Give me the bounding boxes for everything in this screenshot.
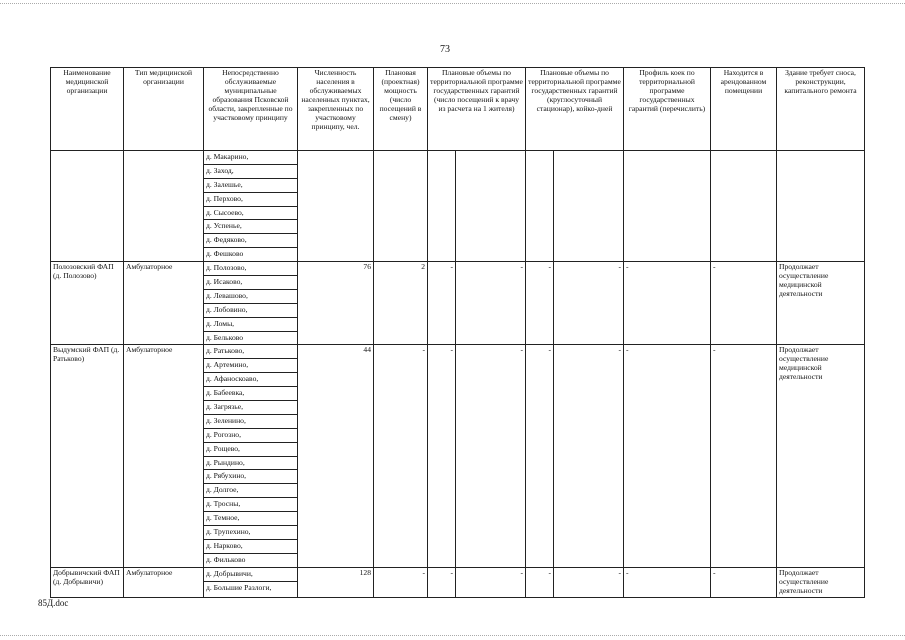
settlement-item: д. Сысоево, bbox=[204, 207, 297, 221]
facilities-table bbox=[50, 67, 865, 598]
settlements-cell bbox=[204, 151, 298, 262]
outpatient-volume-a-cell: - bbox=[428, 567, 456, 597]
settlement-item: д. Заход, bbox=[204, 165, 297, 179]
empty-cell bbox=[298, 151, 374, 262]
header-cell: Тип медицинской организации bbox=[124, 68, 204, 151]
settlement-item: д. Нарково, bbox=[204, 540, 297, 554]
header-cell: Плановая (проектная) мощность (число посещений в смену) bbox=[374, 68, 428, 151]
inpatient-volume-b-cell: - bbox=[554, 262, 624, 345]
settlement-item: д. Залешье, bbox=[204, 179, 297, 193]
table-row bbox=[51, 151, 865, 262]
capacity-cell: 2 bbox=[374, 262, 428, 345]
org-type-cell: Амбулаторное bbox=[124, 345, 204, 567]
table-row bbox=[51, 567, 865, 597]
settlement-item: д. Тросны, bbox=[204, 498, 297, 512]
settlement-item: д. Фешково bbox=[206, 249, 244, 259]
settlement-item: д. Афаноскоаво, bbox=[204, 373, 297, 387]
header-cell: Наименование медицинской организации bbox=[51, 68, 124, 151]
settlement-item: д. Перхово, bbox=[204, 193, 297, 207]
empty-cell bbox=[624, 151, 711, 262]
settlement-item: д. Полозово, bbox=[204, 262, 297, 276]
empty-cell bbox=[554, 151, 624, 262]
table-body bbox=[51, 151, 865, 598]
scan-edge-bottom bbox=[0, 635, 905, 636]
header-cell: Плановые объемы по территориальной программе государственных гарантий (круглосуточный стационар), койко-дней bbox=[526, 68, 624, 151]
rented-cell: - bbox=[711, 345, 777, 567]
settlement-item: д. Добрывичи, bbox=[204, 568, 297, 582]
population-cell: 44 bbox=[298, 345, 374, 567]
table-row bbox=[51, 345, 865, 567]
bed-profile-cell: - bbox=[624, 567, 711, 597]
org-type-cell: Амбулаторное bbox=[124, 567, 204, 597]
settlement-item: д. Трупехино, bbox=[204, 526, 297, 540]
empty-cell bbox=[374, 151, 428, 262]
document-footer: 85Д.doc bbox=[38, 598, 69, 608]
inpatient-volume-a-cell: - bbox=[526, 345, 554, 567]
settlement-item: д. Зеленино, bbox=[204, 415, 297, 429]
settlement-item: д. Рощево, bbox=[204, 443, 297, 457]
settlement-item: д. Темное, bbox=[204, 512, 297, 526]
settlement-item: д. Рябухино, bbox=[204, 470, 297, 484]
inpatient-volume-a-cell: - bbox=[526, 262, 554, 345]
settlement-item: д. Левашово, bbox=[204, 290, 297, 304]
empty-cell bbox=[777, 151, 865, 262]
header-cell: Непосредственно обслуживаемые муниципальные образования Псковской области, закрепленные по участковому принципу bbox=[204, 68, 298, 151]
inpatient-volume-a-cell: - bbox=[526, 567, 554, 597]
outpatient-volume-b-cell: - bbox=[456, 345, 526, 567]
org-name-cell: Выдумский ФАП (д. Ратьково) bbox=[51, 345, 124, 567]
population-cell: 76 bbox=[298, 262, 374, 345]
population-cell: 128 bbox=[298, 567, 374, 597]
settlements-cell bbox=[204, 345, 298, 567]
bed-profile-cell: - bbox=[624, 262, 711, 345]
org-name-cell: Добрывичский ФАП (д. Добрывичи) bbox=[51, 567, 124, 597]
empty-cell bbox=[428, 151, 456, 262]
inpatient-volume-b-cell: - bbox=[554, 567, 624, 597]
settlement-item: д. Бельково bbox=[206, 332, 244, 342]
settlement-item: д. Фильково bbox=[206, 554, 246, 564]
outpatient-volume-a-cell: - bbox=[428, 345, 456, 567]
settlements-cell bbox=[204, 262, 298, 345]
empty-cell bbox=[526, 151, 554, 262]
header-cell: Находится в арендованном помещении bbox=[711, 68, 777, 151]
capacity-cell: - bbox=[374, 345, 428, 567]
settlements-cell bbox=[204, 567, 298, 597]
settlement-item: д. Долгое, bbox=[204, 484, 297, 498]
header-cell: Численность населения в обслуживаемых населенных пунктах, закрепленных по участковому принципу, чел. bbox=[298, 68, 374, 151]
settlement-item: д. Артемино, bbox=[204, 359, 297, 373]
empty-cell bbox=[456, 151, 526, 262]
header-cell: Здание требует сноса, реконструкции, капитального ремонта bbox=[777, 68, 865, 151]
outpatient-volume-a-cell: - bbox=[428, 262, 456, 345]
page-number: 73 bbox=[440, 44, 450, 55]
settlement-item: д. Успенье, bbox=[204, 220, 297, 234]
settlement-item: д. Исаково, bbox=[204, 276, 297, 290]
header-cell: Плановые объемы по территориальной программе государственных гарантий (число посещений к врачу из расчета на 1 жителя) bbox=[428, 68, 526, 151]
table-header-row bbox=[51, 68, 865, 151]
org-name-cell: Полозовский ФАП (д. Полозово) bbox=[51, 262, 124, 345]
settlement-item: д. Федяково, bbox=[204, 234, 297, 248]
org-type-cell: Амбулаторное bbox=[124, 262, 204, 345]
settlement-item: д. Макарино, bbox=[204, 151, 297, 165]
inpatient-volume-b-cell: - bbox=[554, 345, 624, 567]
rented-cell: - bbox=[711, 567, 777, 597]
settlement-item: д. Ломы, bbox=[204, 318, 297, 332]
rented-cell: - bbox=[711, 262, 777, 345]
type-cell bbox=[124, 151, 204, 262]
settlement-item: д. Лобовино, bbox=[204, 304, 297, 318]
header-cell: Профиль коек по территориальной программе государственных гарантий (перечислить) bbox=[624, 68, 711, 151]
settlement-item: д. Рогозно, bbox=[204, 429, 297, 443]
outpatient-volume-b-cell: - bbox=[456, 262, 526, 345]
building-status-cell: Продолжает осуществление медицинской деятельности bbox=[777, 345, 865, 567]
settlement-item: д. Большие Разлоги, bbox=[206, 582, 272, 592]
settlement-item: д. Загрязье, bbox=[204, 401, 297, 415]
outpatient-volume-b-cell: - bbox=[456, 567, 526, 597]
settlement-item: д. Рындино, bbox=[204, 457, 297, 471]
building-status-cell: Продолжает осуществление деятельности bbox=[777, 567, 865, 597]
building-status-cell: Продолжает осуществление медицинской деятельности bbox=[777, 262, 865, 345]
scan-edge-top bbox=[0, 3, 905, 4]
table-row bbox=[51, 262, 865, 345]
bed-profile-cell: - bbox=[624, 345, 711, 567]
name-cell bbox=[51, 151, 124, 262]
settlement-item: д. Ратьково, bbox=[204, 345, 297, 359]
empty-cell bbox=[711, 151, 777, 262]
capacity-cell: - bbox=[374, 567, 428, 597]
settlement-item: д. Бабеевка, bbox=[204, 387, 297, 401]
